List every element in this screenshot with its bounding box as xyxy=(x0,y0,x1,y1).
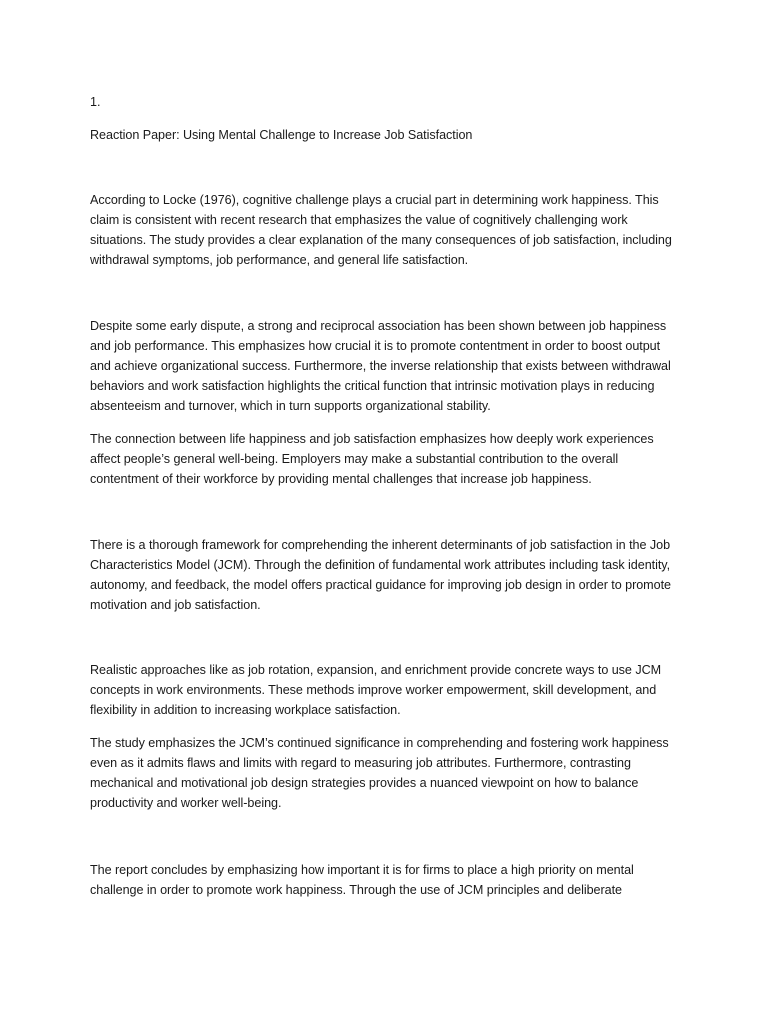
paragraph-jcm-framework: There is a thorough framework for comprehending the inherent determinants of job satisfaction in the Job Characteristics Model (JCM). Through the definition of fundamental work attributes including task identity, autonomy, and feedback, the model offers practical guidance for improving job design in order to promote motivation and job satisfaction. xyxy=(90,538,671,612)
paragraph-life-happiness: The connection between life happiness and job satisfaction emphasizes how deeply work experiences affect people’s general well-being. Employers may make a substantial contribution to the overall contentment of their workforce by providing mental challenges that increase job happiness. xyxy=(90,432,654,486)
paragraph-conclusion: The report concludes by emphasizing how important it is for firms to place a high priority on mental challenge in order to promote work happiness. Through the use of JCM principles and deliberate xyxy=(90,863,634,897)
paragraph-performance: Despite some early dispute, a strong and reciprocal association has been shown between job happiness and job performance. This emphasizes how crucial it is to promote contentment in order to boost output and achieve organizational success. Furthermore, the inverse relationship that exists between withdrawal behaviors and work satisfaction highlights the critical function that intrinsic motivation plays in reducing absenteeism and turnover, which in turn supports organizational stability. xyxy=(90,319,671,413)
paragraph-jcm-significance: The study emphasizes the JCM’s continued significance in comprehending and fostering work happiness even as it admits flaws and limits with regard to measuring job attributes. Furthermore, contrasting mechanical and motivational job design strategies provides a nuanced viewpoint on how to balance productivity and worker well-being. xyxy=(90,736,669,810)
section-number: 1. xyxy=(90,95,101,109)
document-title: Reaction Paper: Using Mental Challenge to Increase Job Satisfaction xyxy=(90,128,473,142)
paragraph-locke: According to Locke (1976), cognitive challenge plays a crucial part in determining work happiness. This claim is consistent with recent research that emphasizes the value of cognitively challenging work situations. The study provides a clear explanation of the many consequences of job satisfaction, including withdrawal symptoms, job performance, and general life satisfaction. xyxy=(90,193,672,267)
paragraph-approaches: Realistic approaches like as job rotation, expansion, and enrichment provide concrete ways to use JCM concepts in work environments. These methods improve worker empowerment, skill development, and flexibility in addition to increasing workplace satisfaction. xyxy=(90,663,662,717)
